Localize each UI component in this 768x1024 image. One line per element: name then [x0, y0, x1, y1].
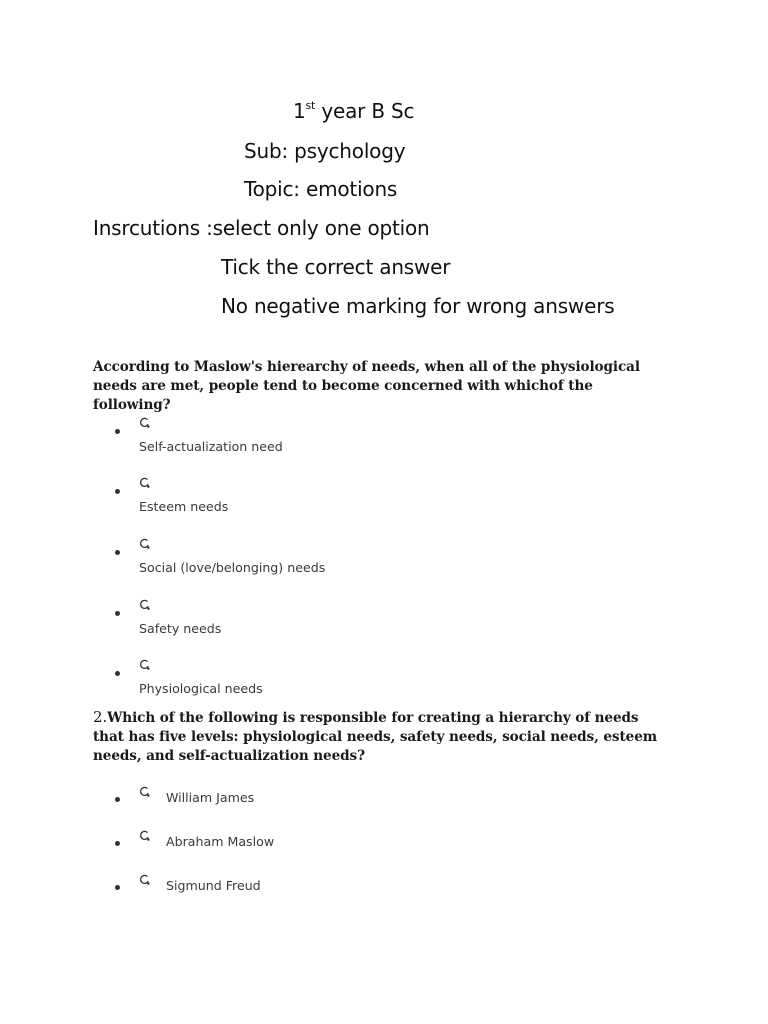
question-2-number: 2.: [93, 708, 108, 726]
q2-option-label: William James: [166, 790, 255, 805]
radio-icon[interactable]: [139, 599, 150, 611]
year-course: year B Sc: [315, 99, 415, 123]
radio-icon[interactable]: [139, 538, 150, 550]
radio-icon[interactable]: [139, 874, 150, 886]
q1-option-label: Social (love/belonging) needs: [139, 560, 326, 575]
q1-option-label: Self-actualization need: [139, 439, 283, 454]
instruction-no-negative: No negative marking for wrong answers: [221, 294, 615, 318]
year-number: 1: [293, 99, 306, 123]
bullet-icon: [115, 611, 120, 616]
q1-option-label: Physiological needs: [139, 681, 263, 696]
question-2-body: Which of the following is responsible for creating a hierarchy of needs that has five levels: physiological needs, safety needs, social needs, esteem needs, and self-actualization needs?: [93, 710, 658, 764]
bullet-icon: [115, 429, 120, 434]
bullet-icon: [115, 885, 120, 890]
radio-icon[interactable]: [139, 477, 150, 489]
bullet-icon: [115, 797, 120, 802]
instructions-heading: Insrcutions :select only one option: [93, 216, 430, 240]
q2-option-label: Sigmund Freud: [166, 878, 261, 893]
radio-icon[interactable]: [139, 659, 150, 671]
bullet-icon: [115, 671, 120, 676]
subject-heading: Sub: psychology: [244, 139, 406, 163]
bullet-icon: [115, 841, 120, 846]
q2-option-label: Abraham Maslow: [166, 834, 275, 849]
q1-option-label: Esteem needs: [139, 499, 229, 514]
bullet-icon: [115, 550, 120, 555]
radio-icon[interactable]: [139, 417, 150, 429]
bullet-icon: [115, 489, 120, 494]
year-superscript: st: [305, 99, 316, 112]
year-heading: [293, 99, 414, 123]
instruction-tick-answer: Tick the correct answer: [221, 255, 451, 279]
topic-heading: Topic: emotions: [244, 177, 398, 201]
radio-icon[interactable]: [139, 786, 150, 798]
question-2-text: [93, 708, 668, 766]
q1-option-label: Safety needs: [139, 621, 222, 636]
radio-icon[interactable]: [139, 830, 150, 842]
question-1-text: According to Maslow's hierearchy of needs, when all of the physiological needs are met, people tend to become concerned with whichof the following?: [93, 359, 640, 413]
